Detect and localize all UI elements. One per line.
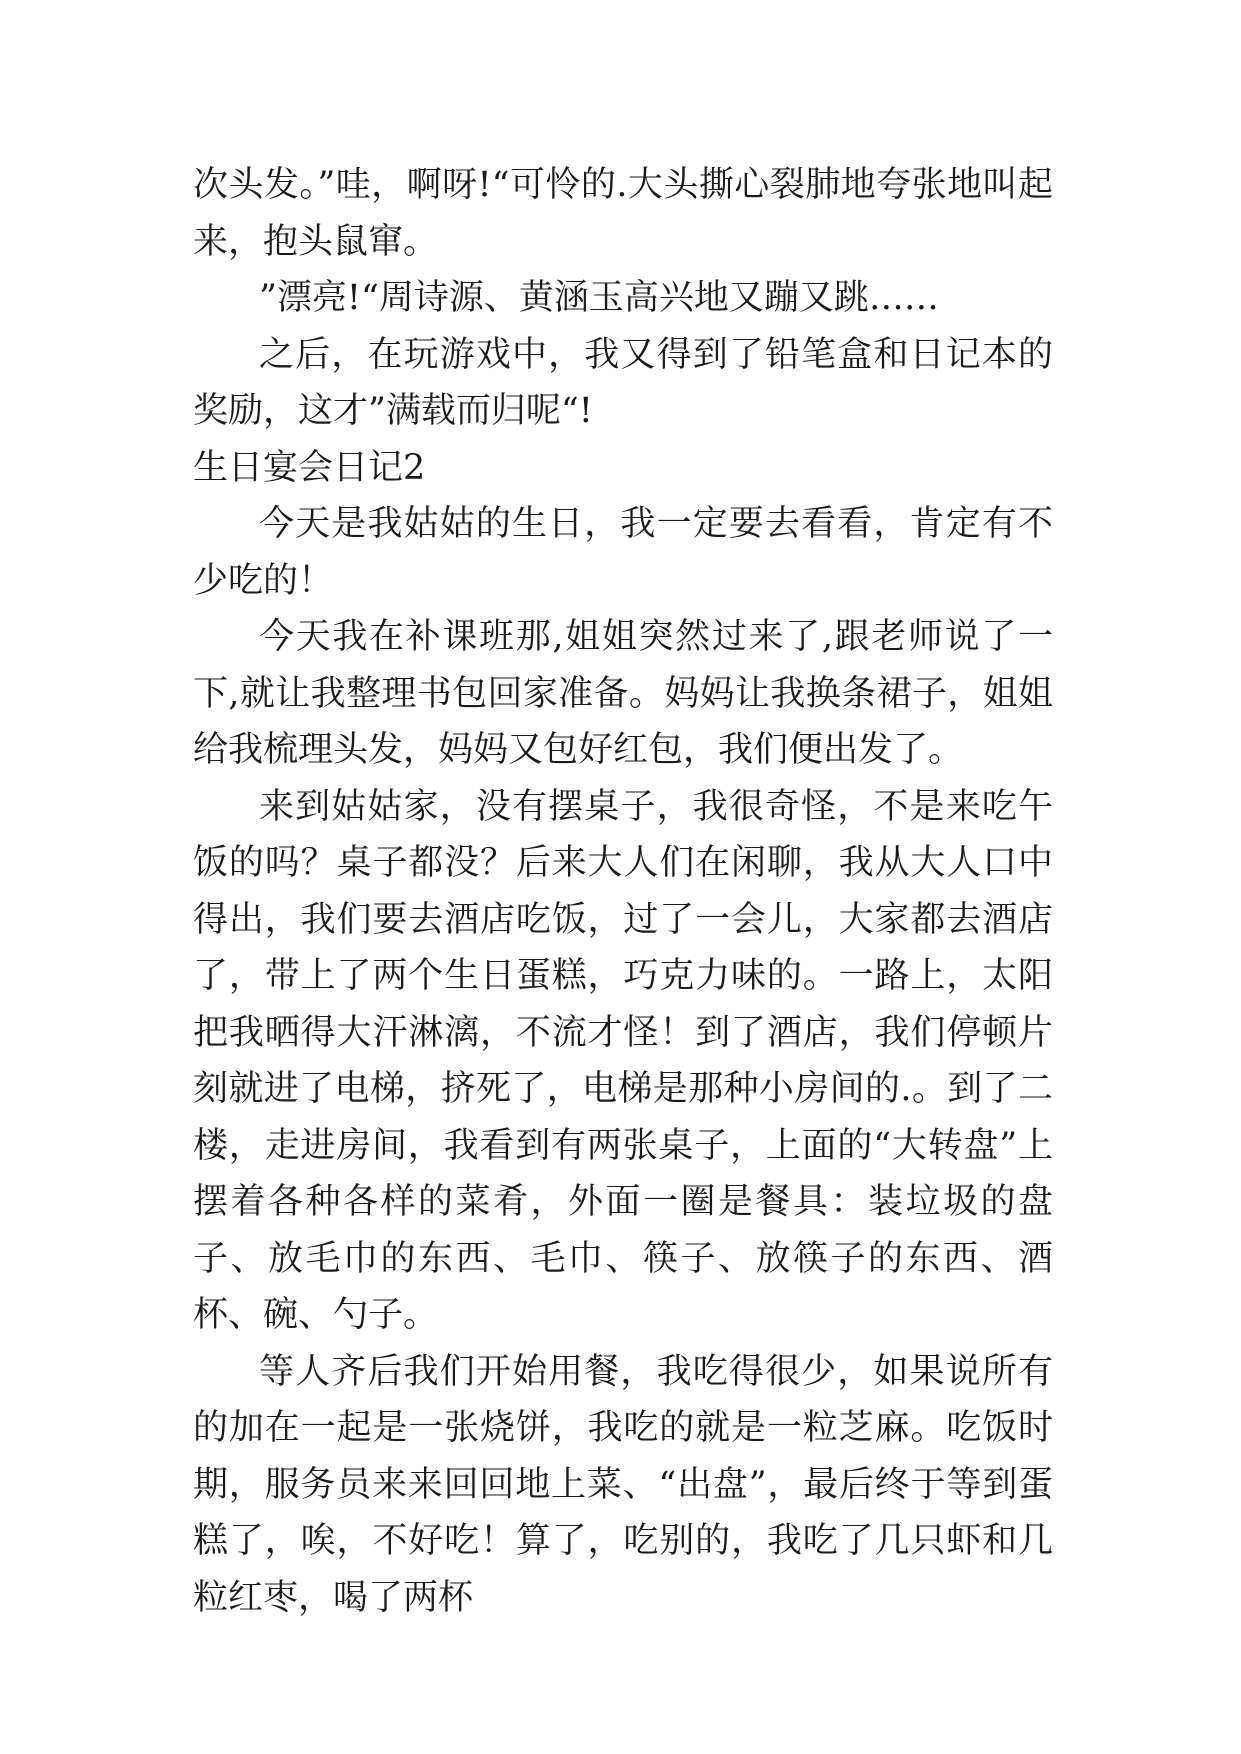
paragraph-afterwards: 之后，在玩游戏中，我又得到了铅笔盒和日记本的奖励，这才”满载而归呢“! bbox=[193, 334, 1053, 431]
paragraph-hotel: 来到姑姑家，没有摆桌子，我很奇怪，不是来吃午饭的吗？桌子都没？后来大人们在闲聊，我从大人口中得出，我们要去酒店吃饭，过了一会儿，大家都去酒店了，带上了两个生日蛋糕，巧克力味的。一路上，太阳把我晒得大汗淋漓，不流才怪！到了酒店，我们停顿片刻就进了电梯，挤死了，电梯是那种小房间的.。到了二楼，走进房间，我看到有两张桌子，上面的“大转盘”上摆着各种各样的菜肴，外面一圈是餐具：装垃圾的盘子、放毛巾的东西、毛巾、筷子、放筷子的东西、酒杯、碗、勺子。 bbox=[193, 786, 1053, 1335]
paragraph-continuation: 次头发。”哇，啊呀!“可怜的.大头撕心裂肺地夸张地叫起来，抱头鼠窜。 bbox=[193, 165, 1053, 262]
paragraph-birthday: 今天是我姑姑的生日，我一定要去看看，肯定有不少吃的！ bbox=[193, 504, 1053, 601]
paragraph-exclaim: ”漂亮!“周诗源、黄涵玉高兴地又蹦又跳…… bbox=[259, 278, 939, 318]
paragraph-tutoring: 今天我在补课班那,姐姐突然过来了,跟老师说了一下,就让我整理书包回家准备。妈妈让我换条裙子，姐姐给我梳理头发，妈妈又包好红包，我们便出发了。 bbox=[193, 617, 1053, 770]
paragraph-meal: 等人齐后我们开始用餐，我吃得很少，如果说所有的加在一起是一张烧饼，我吃的就是一粒芝麻。吃饭时期，服务员来来回回地上菜、“出盘”，最后终于等到蛋糕了，唉，不好吃！算了，吃别的，我吃了几只虾和几粒红枣，喝了两杯 bbox=[193, 1351, 1053, 1618]
section-title: 生日宴会日记2 bbox=[193, 447, 426, 488]
document-body bbox=[193, 157, 1053, 1626]
